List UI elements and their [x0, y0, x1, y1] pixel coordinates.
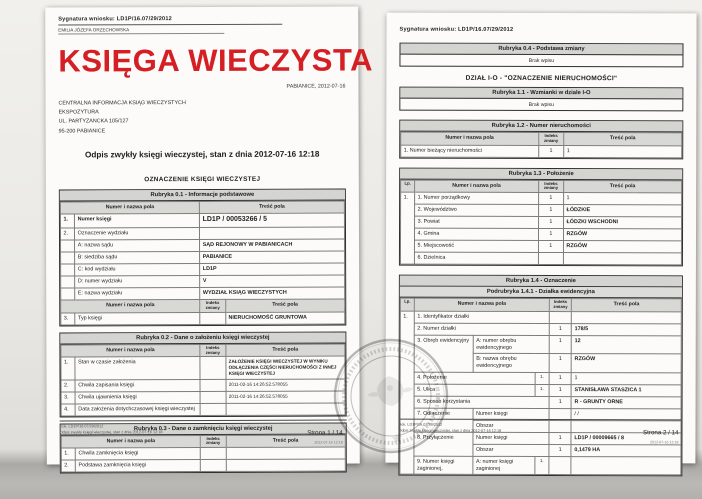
table-cell: 1. — [535, 384, 549, 396]
table-cell: 5. Ulica — [414, 384, 535, 396]
table-cell: 4. — [61, 404, 75, 416]
table-row — [60, 213, 344, 228]
table-cell — [200, 460, 226, 472]
table-cell: 1 — [549, 335, 572, 354]
table-cell: 3. — [61, 313, 75, 325]
dzial-heading: DZIAŁ I-O - "OZNACZENIE NIERUCHOMOŚCI" — [465, 74, 618, 83]
table-cell: 3. Obręb ewidencyjny — [414, 335, 473, 372]
rubric-title: Rubryka 1.2 - Numer nieruchomości — [400, 121, 682, 133]
request-signature: Sygnatura wniosku: LD1P/16.07/29/2012 — [58, 16, 282, 26]
table-cell: 1 — [538, 193, 563, 205]
footer-small-right: 2012-07-16 12:18 — [650, 440, 679, 445]
table-row — [60, 201, 344, 214]
table-cell: V — [200, 275, 345, 288]
table-row — [61, 275, 345, 288]
official-stamp — [323, 328, 459, 464]
table-cell: 1. — [61, 448, 75, 460]
table-row — [61, 251, 345, 264]
table-cell: 1. — [535, 456, 549, 475]
table-cell: 1. — [400, 192, 414, 264]
table-cell: Lp. — [401, 180, 415, 193]
table-cell: B: nazwa obrębu ewidencyjnego — [473, 354, 549, 373]
page-number: Strona 2 / 14 — [643, 429, 679, 437]
table-cell: Treść pola — [200, 201, 345, 214]
table-cell: C: kod wydziału — [75, 264, 200, 276]
table-cell: R - GRUNTY ORNE — [571, 397, 681, 409]
table-cell — [61, 288, 75, 300]
table-row — [400, 252, 681, 265]
table-row — [60, 227, 344, 240]
table-cell: Treść pola — [572, 299, 682, 312]
table-row — [61, 239, 345, 252]
table-cell: Numer i nazwa pola — [61, 300, 200, 313]
table-cell: 1. — [535, 372, 549, 384]
issuer-line: UL. PARTYZANCKA 105/127 — [58, 118, 129, 125]
table-cell: LD1P / 00009665 / 8 — [571, 433, 681, 445]
table-cell: 2. Województwo — [415, 204, 539, 216]
table-cell: Treść pola — [564, 180, 682, 193]
table-cell: 7. Odłączenie — [414, 408, 473, 432]
table-cell: Indeks zmiany — [200, 344, 226, 357]
table-row — [61, 287, 345, 300]
rubryka-0-4-table — [399, 43, 683, 68]
table-cell: Indeks zmiany — [538, 132, 563, 145]
table-cell: ZAŁOŻENIE KSIĘGI WIECZYSTEJ W WYNIKU ODŁĄCZENIA CZĘŚCI NIERUCHOMOŚCI Z INNEJ KSIĘGI WIECZYSTEJ — [226, 356, 345, 379]
table-cell: A: numer księgi zaginionej — [473, 456, 535, 475]
table-cell — [61, 240, 75, 252]
page-footer — [60, 419, 347, 451]
table-cell: RZGÓW — [563, 241, 681, 253]
table-cell: 1 — [564, 145, 682, 157]
table-cell — [200, 312, 226, 324]
table-cell: RZGÓW — [572, 354, 682, 373]
table-cell: Numer księgi — [473, 432, 549, 444]
table-cell: 3. Powiat — [415, 216, 539, 228]
table-cell: 1 — [564, 193, 682, 205]
table-cell: Lp. — [400, 298, 414, 311]
footer-doc-line: Odpis zwykły księgi wieczystej, stan z dnia 2012-07-16 12:18 — [398, 428, 502, 433]
table-cell: 4. Położenie — [414, 372, 535, 384]
table-cell: Podstawa zamknięcia księgi — [75, 460, 200, 472]
table-cell: Indeks zmiany — [200, 299, 226, 312]
table-row — [61, 299, 345, 313]
no-entry-label: Brak wpisu — [528, 57, 555, 64]
issuer-line: 95-200 PABIANICE — [58, 128, 106, 135]
table-cell — [200, 379, 226, 391]
table-row — [401, 216, 682, 229]
page-number: Strona 1 / 14 — [307, 429, 343, 437]
table-row — [400, 298, 681, 311]
table-cell: Treść pola — [564, 133, 682, 146]
table-cell: Numer i nazwa pola — [415, 180, 539, 193]
table-cell: 1 — [538, 217, 563, 229]
table-cell: 12 — [572, 336, 682, 355]
table-cell: Treść pola — [225, 299, 344, 312]
table-cell — [549, 456, 572, 475]
table-cell: 0,1479 HA — [571, 445, 681, 457]
rubric-title: Rubryka 1.4 - Oznaczenie — [400, 276, 682, 288]
table-row — [61, 403, 345, 416]
table-cell: 1. Numer porządkowy — [415, 192, 539, 204]
rubric-title: Rubryka 0.4 - Podstawa zmiany — [400, 44, 682, 56]
table-cell: Numer i nazwa pola — [61, 344, 200, 357]
table-cell: Data założenia dotychczasowej księgi wieczystej — [75, 403, 200, 415]
table-cell: LD1P — [200, 263, 345, 276]
table-cell: 178/5 — [572, 324, 682, 336]
table-cell: SĄD REJONOWY W PABIANICACH — [200, 239, 345, 252]
table-cell: Obszar — [473, 444, 549, 456]
place-date: PABIANICE, 2012-07-16 — [286, 83, 346, 90]
table-row — [400, 456, 681, 475]
table-row — [400, 240, 681, 253]
rubric-title: Rubryka 0.3 - Dane o zamknięciu księgi wieczystej — [61, 423, 346, 435]
table-cell: 3. — [61, 392, 75, 404]
table-cell: 2. — [61, 460, 75, 472]
table-cell: 1 — [571, 373, 681, 385]
section-heading: OZNACZENIE KSIĘGI WIECZYSTEJ — [144, 176, 261, 184]
table-cell: Oznaczenie wydziału — [75, 228, 200, 240]
issuer-address — [59, 98, 346, 137]
table-cell: / / — [571, 409, 681, 421]
table-row — [401, 180, 682, 193]
table-cell: 9. Numer księgi zaginionej, — [414, 456, 473, 475]
table-cell: 1 — [549, 384, 572, 396]
table-cell: 5. Miejscowość — [415, 240, 539, 252]
table-cell — [549, 311, 572, 323]
table-cell: Typ księgi — [75, 312, 200, 324]
table-cell — [200, 403, 226, 415]
rubryka-1-3-table — [399, 167, 683, 266]
table-cell: 6. Sposób korzystania — [414, 396, 549, 408]
table-cell: 1 — [538, 229, 563, 241]
table-cell: Chwila ujawnienia księgi — [75, 391, 200, 403]
odpis-subtitle: Odpis zwykły księgi wieczystej, stan z dnia 2012-07-16 12:18 — [85, 149, 320, 160]
document-title: KSIĘGA WIECZYSTA — [58, 41, 374, 79]
table-cell: Obszar — [473, 420, 549, 432]
table-cell: Chwila zamknięcia księgi — [75, 448, 200, 460]
table-cell: E: nazwa wydziału — [75, 288, 200, 300]
table-cell — [226, 459, 345, 471]
issuer-line: EKSPOZYTURA — [58, 109, 99, 116]
table-cell: 1 — [538, 241, 563, 253]
table-cell: Numer księgi — [473, 408, 549, 420]
table-cell: PABIANICE — [200, 251, 345, 264]
footer-doc-line: Dok. LD1P/16.07/29/2012 — [398, 422, 443, 427]
table-cell: Numer i nazwa pola — [414, 298, 549, 311]
rubryka-1-1-table — [399, 87, 683, 112]
table-row — [401, 145, 682, 158]
table-cell: 1 — [549, 323, 572, 335]
table-cell: Indeks zmiany — [538, 180, 563, 193]
subrubric-title: Podrubryka 1.4.1 - Działka ewidencyjna — [400, 287, 682, 299]
table-cell: Numer księgi — [75, 214, 200, 228]
table-cell: 1 — [549, 354, 572, 373]
clerk-name: EMILIA JÓZEFA ORZECHOWSKA — [58, 25, 224, 34]
table-cell — [61, 264, 75, 276]
table-cell: B: siedziba sądu — [75, 252, 200, 264]
rubric-title: Rubryka 0.2 - Dane o założeniu księgi wieczystej — [60, 332, 345, 344]
table-cell — [563, 253, 681, 265]
table-cell: 1 — [538, 145, 563, 157]
table-cell: 1. — [400, 311, 414, 475]
table-cell: Numer i nazwa pola — [60, 202, 199, 214]
table-cell: ŁÓDZKI WSCHODNI — [563, 217, 681, 229]
footer-doc-line: Odpis zwykły księgi wieczystej, stan z dnia 2012-07-16 12:18 — [59, 430, 163, 435]
rubryka-0-1-table — [59, 189, 346, 326]
document-page-1 — [45, 6, 374, 469]
rubric-title: Rubryka 1.3 - Położenie — [400, 168, 682, 180]
issuer-line: CENTRALNA INFORMACJA KSIĄG WIECZYSTYCH — [58, 99, 186, 107]
table-row — [61, 312, 345, 325]
table-cell: Numer i nazwa pola — [401, 132, 539, 145]
footer-small-right: 2012-07-16 12:18 — [314, 440, 343, 445]
no-entry-label: Brak wpisu — [528, 101, 555, 108]
table-cell — [572, 312, 682, 324]
request-signature: Sygnatura wniosku: LD1P/16.07/29/2012 — [399, 26, 514, 33]
rubric-title: Rubryka 1.1 - Wzmianki w dziale I-O — [400, 88, 682, 100]
table-row — [61, 391, 345, 404]
table-cell: 2. — [60, 228, 74, 240]
table-cell: ŁÓDZKIE — [564, 205, 682, 217]
table-cell: 1 — [549, 432, 572, 444]
table-row — [401, 132, 682, 145]
table-cell: 1. — [60, 214, 74, 228]
table-row — [61, 344, 345, 358]
table-cell: Treść pola — [226, 435, 345, 448]
table-cell: 1 — [538, 205, 563, 217]
table-cell: NIERUCHOMOŚĆ GRUNTOWA — [225, 312, 344, 324]
table-cell — [200, 391, 226, 403]
table-cell: Numer i nazwa pola — [61, 435, 200, 448]
table-cell: 2011-02-16 14:26:52.578055 — [226, 391, 345, 403]
table-cell: 1. Numer bieżący nieruchomości — [401, 145, 539, 157]
rubric-title: Rubryka 0.1 - Informacje podstawowe — [60, 190, 345, 202]
table-cell: LD1P / 00053266 / 5 — [200, 213, 345, 227]
table-cell: Indeks zmiany — [549, 299, 572, 312]
table-cell — [61, 276, 75, 288]
table-cell: STANISŁAWA STASZICA 1 — [571, 385, 681, 397]
table-cell: 6. Dzielnica — [414, 252, 538, 264]
table-cell: 1 — [549, 396, 572, 408]
table-cell — [571, 457, 681, 476]
table-cell: 2011-02-16 14:26:52.578055 — [226, 379, 345, 391]
table-cell: A: numer obrębu ewidencyjnego — [473, 335, 549, 354]
table-cell: Indeks zmiany — [200, 435, 226, 448]
table-cell: 1 — [549, 444, 572, 456]
table-cell: 4. Gmina — [415, 228, 539, 240]
table-row — [61, 459, 345, 472]
table-cell: 1. — [61, 357, 75, 379]
table-cell — [200, 357, 226, 379]
footer-doc-line: Dok. LD1P/16.07/29/2012 — [59, 424, 104, 429]
rubryka-1-2-table — [399, 120, 683, 159]
table-cell: RZGÓW — [563, 229, 681, 241]
table-row — [61, 263, 345, 276]
table-cell — [226, 403, 345, 415]
table-cell: Stan w czasie założenia — [75, 357, 200, 380]
table-row — [401, 204, 682, 217]
table-cell: A: nazwa sądu — [75, 240, 200, 252]
rubryka-0-2-table — [59, 331, 346, 417]
table-cell: 1. Identyfikator działki — [414, 311, 549, 323]
table-row — [61, 356, 345, 379]
table-cell — [538, 253, 563, 265]
table-cell: Chwila zapisania księgi — [75, 379, 200, 391]
table-row — [401, 192, 682, 205]
table-row — [400, 228, 681, 241]
table-cell: Treść pola — [226, 344, 345, 357]
table-cell: WYDZIAŁ KSIĄG WIECZYSTYCH — [200, 287, 345, 300]
table-cell: 2. — [61, 380, 75, 392]
table-cell: 8. Przyłączenie — [414, 432, 473, 456]
table-cell — [200, 227, 345, 240]
table-cell: D: numer wydziału — [75, 276, 200, 288]
table-row — [400, 311, 681, 324]
table-cell — [61, 252, 75, 264]
table-cell: 1 — [549, 372, 572, 384]
table-cell: 2. Numer działki — [414, 323, 549, 335]
table-row — [61, 379, 345, 392]
